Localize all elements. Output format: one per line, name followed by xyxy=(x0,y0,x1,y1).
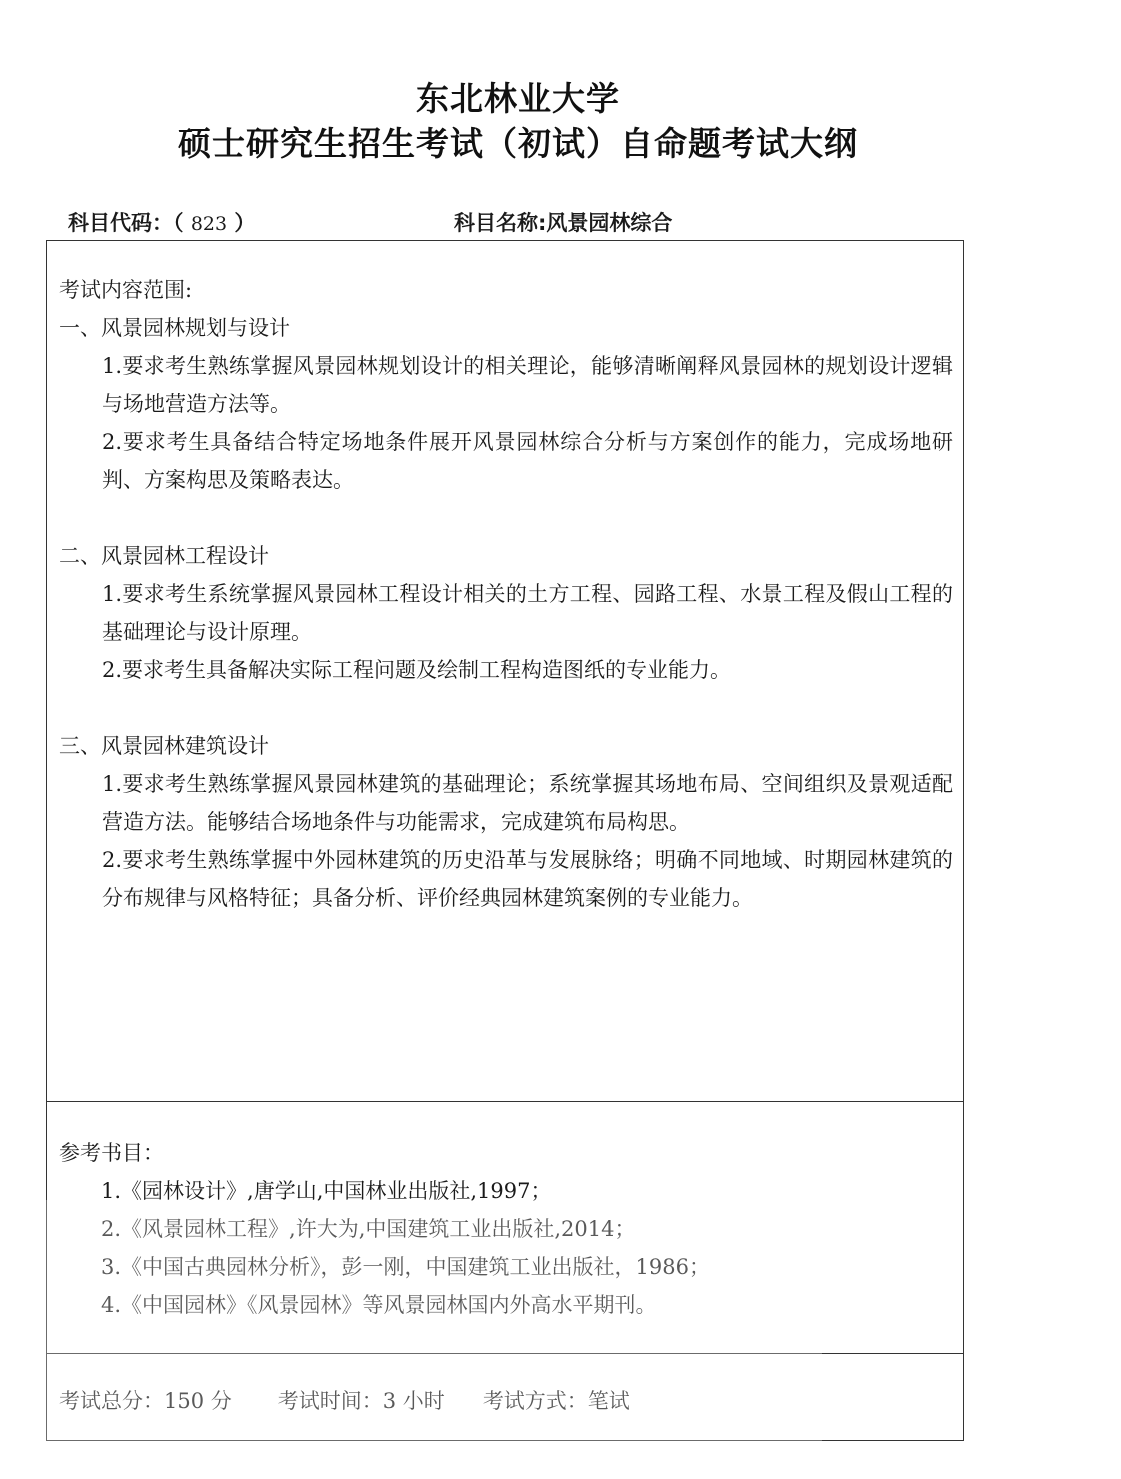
part-item: 1.要求考生系统掌握风景园林工程设计相关的土方工程、园路工程、水景工程及假山工程的基础理论与设计原理。 xyxy=(102,582,953,644)
syllabus-table xyxy=(46,240,964,1441)
part-title: 一、风景园林规划与设计 xyxy=(59,316,290,340)
part-title: 二、风景园林工程设计 xyxy=(59,544,269,568)
reference-item: 3.《中国古典园林分析》，彭一刚，中国建筑工业出版社，1986； xyxy=(101,1255,710,1279)
subject-code xyxy=(68,208,255,239)
exam-total-score: 考试总分：150 分 xyxy=(59,1389,232,1413)
subject-name: 科目名称:风景园林综合 xyxy=(454,211,673,235)
subject-code-suffix: ） xyxy=(227,211,256,235)
part-item: 2.要求考生具备解决实际工程问题及绘制工程构造图纸的专业能力。 xyxy=(102,658,732,682)
document-title-block xyxy=(0,78,1036,166)
references-heading: 参考书目： xyxy=(59,1141,164,1165)
part-title: 三、风景园林建筑设计 xyxy=(59,734,269,758)
content-heading: 考试内容范围: xyxy=(59,278,193,302)
exam-duration: 考试时间：3 小时 xyxy=(277,1389,445,1413)
exam-info-section xyxy=(47,1354,963,1440)
spacer xyxy=(59,689,953,727)
part-item: 2.要求考生熟练掌握中外园林建筑的历史沿革与发展脉络；明确不同地域、时期园林建筑的分布规律与风格特征；具备分析、评价经典园林建筑案例的专业能力。 xyxy=(102,848,953,910)
subject-row xyxy=(68,208,968,238)
part-item: 1.要求考生熟练掌握风景园林规划设计的相关理论，能够清晰阐释风景园林的规划设计逻辑与场地营造方法等。 xyxy=(102,354,953,416)
content-scope-section xyxy=(47,241,963,1102)
exam-method: 考试方式：笔试 xyxy=(482,1389,630,1413)
subject-code-value: 823 xyxy=(190,213,228,235)
document-title: 硕士研究生招生考试（初试）自命题考试大纲 xyxy=(178,124,858,163)
reference-item: 1.《园林设计》,唐学山,中国林业出版社,1997； xyxy=(101,1179,552,1203)
reference-item: 4.《中国园林》《风景园林》等风景园林国内外高水平期刊。 xyxy=(101,1293,657,1317)
subject-code-label: 科目代码：（ xyxy=(68,211,191,235)
spacer xyxy=(59,499,953,537)
references-section xyxy=(47,1102,963,1354)
part-item: 1.要求考生熟练掌握风景园林建筑的基础理论；系统掌握其场地布局、空间组织及景观适配营造方法。能够结合场地条件与功能需求，完成建筑布局构思。 xyxy=(102,772,953,834)
university-name: 东北林业大学 xyxy=(416,79,620,118)
reference-item: 2.《风景园林工程》,许大为,中国建筑工业出版社,2014； xyxy=(101,1217,636,1241)
part-item: 2.要求考生具备结合特定场地条件展开风景园林综合分析与方案创作的能力，完成场地研判、方案构思及策略表达。 xyxy=(102,430,953,492)
